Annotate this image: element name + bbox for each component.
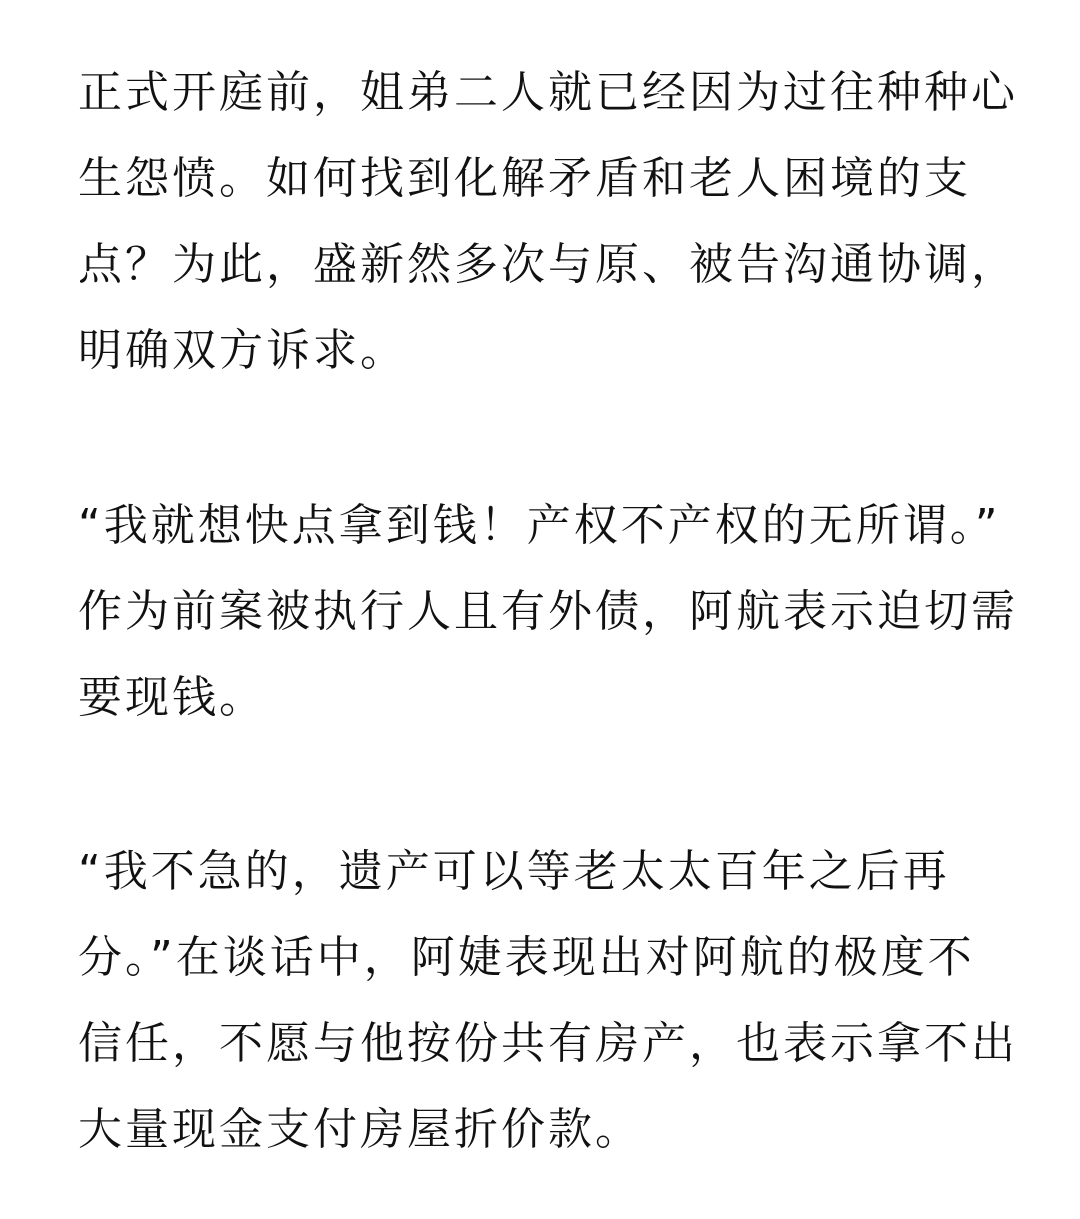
- text-line: 分。”在谈话中，阿婕表现出对阿航的极度不: [78, 932, 975, 983]
- text-line: 点？为此，盛新然多次与原、被告沟通协调，: [78, 239, 1018, 290]
- text-line: 明确双方诉求。: [78, 325, 407, 376]
- paragraph-2: [78, 483, 1018, 741]
- paragraph-3: [78, 829, 1018, 1173]
- text-line: 信任，不愿与他按份共有房产，也表示拿不出: [78, 1018, 1018, 1069]
- text-line: 作为前案被执行人且有外债，阿航表示迫切需: [78, 586, 1018, 637]
- text-line: 正式开庭前，姐弟二人就已经因为过往种种心: [78, 67, 1018, 118]
- text-line: “我不急的，遗产可以等老太太百年之后再: [78, 846, 950, 897]
- paragraph-1: [78, 50, 1018, 394]
- text-line: 大量现金支付房屋折价款。: [78, 1104, 642, 1155]
- text-line: 生怨愤。如何找到化解矛盾和老人困境的支: [78, 153, 971, 204]
- text-line: “我就想快点拿到钱！产权不产权的无所谓。”: [78, 500, 1001, 551]
- text-line: 要现钱。: [78, 672, 266, 723]
